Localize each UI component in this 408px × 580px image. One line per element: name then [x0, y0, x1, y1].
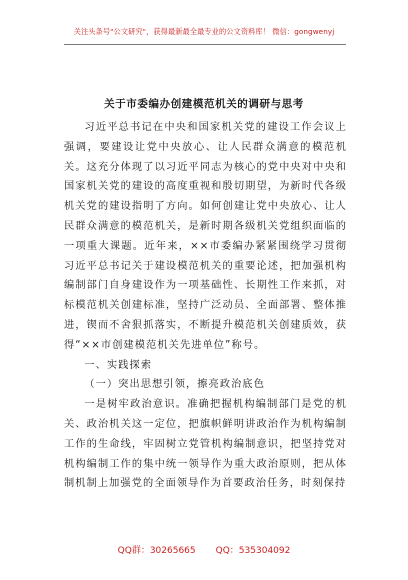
intro-paragraph: 习近平总书记在中央和国家机关党的建设工作会议上强调，要建设让党中央放心、让人民群众满意的模范机关。这充分体现了以习近平同志为核心的党中央对中央和国家机关党的建设的高度重视和殷切期望，为新时代各级机关党的建设指明了方向。如何创建让党中央放心、让人民群众满意的模范机关，是新时期各级机关党组织面临的一项重大课题。近年来，××市委编办紧紧围绕学习贯彻习近平总书记关于建设模范机关的重要论述，把加强机构编制部门自身建设作为一项基础性、长期性工作来抓，对标模范机关创建标准，坚持广泛动员、全面部署、整体推进，锲而不舍狠抓落实，不断提升模范机关创建质效，获得“××市创建模范机关先进单位”称号。 — [64, 122, 347, 351]
document-body — [64, 118, 347, 494]
subsection-heading: （一）突出思想引领，擦亮政治底色 — [84, 379, 265, 391]
section-heading: 一、实践探索 — [84, 359, 153, 371]
footer-qq-group: QQ群：30265665 — [117, 546, 196, 556]
header-banner: 关注头条号"公文研究"，获得最新最全最专业的公文资料库！ 微信：gongwenyj — [73, 27, 335, 36]
footer-qq: QQ：535304092 — [215, 546, 291, 556]
subsection-paragraph: 一是树牢政治意识。准确把握机构编制部门是党的机关、政治机关这一定位，把旗帜鲜明讲政治作为机构编制工作的生命线，牢固树立党管机构编制意识，把坚持党对机构编制工作的集中统一领导作为重大政治原则，把从体制机制上加强党的全面领导作为首要政治任务，时刻保持 — [64, 399, 347, 490]
document-title: 关于市委编办创建模范机关的调研与思考 — [104, 98, 304, 110]
footer-contact — [0, 543, 408, 556]
header-divider — [64, 44, 346, 45]
